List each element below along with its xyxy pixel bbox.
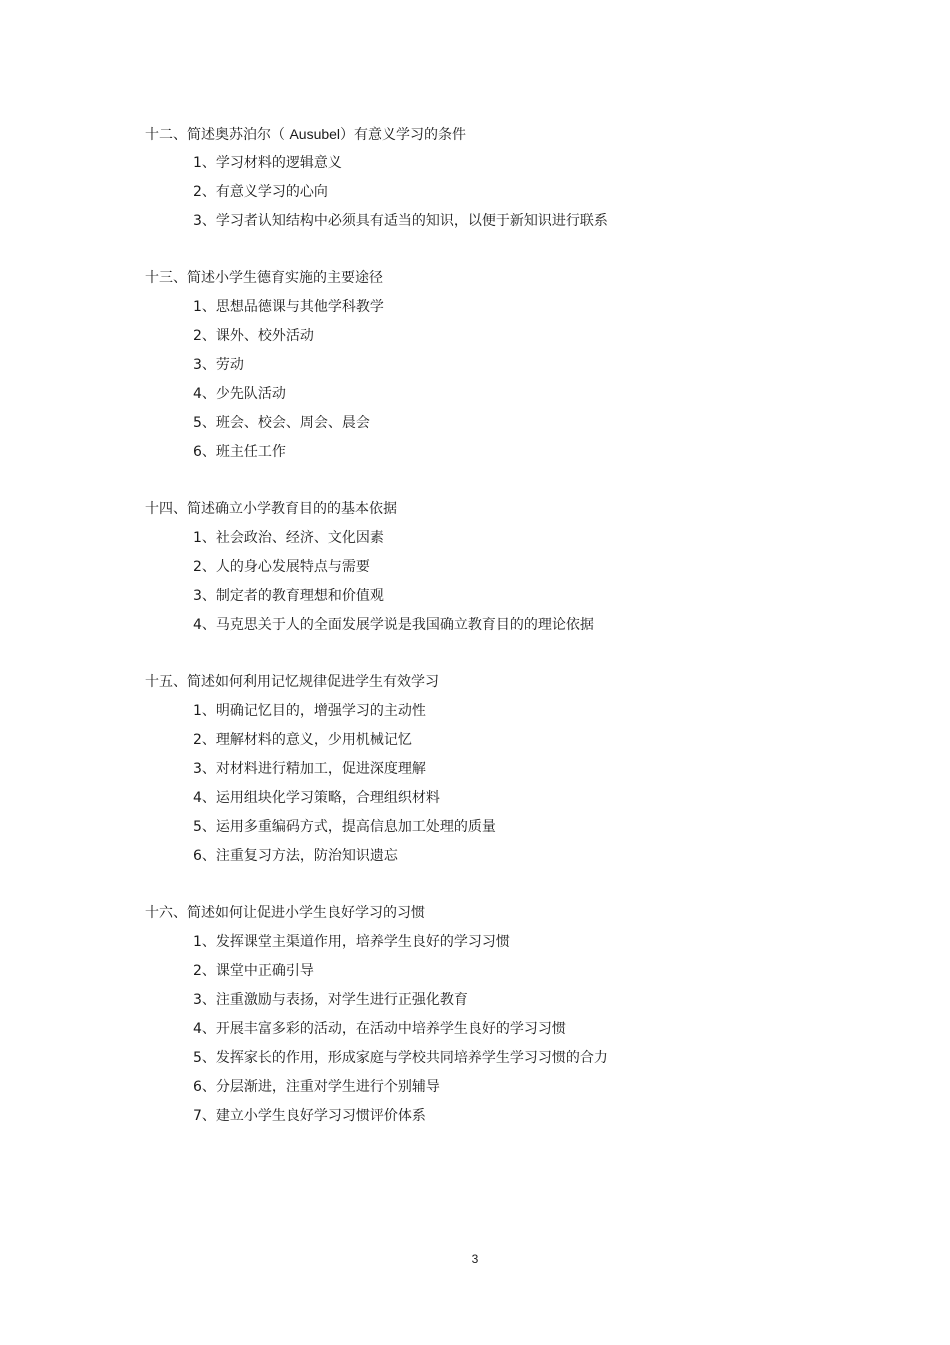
list-item: 5、发挥家长的作用，形成家庭与学校共同培养学生学习习惯的合力 <box>193 1050 608 1066</box>
section-13 <box>145 264 825 467</box>
list-item: 5、运用多重编码方式，提高信息加工处理的质量 <box>193 819 496 835</box>
list-item: 1、明确记忆目的，增强学习的主动性 <box>193 703 426 719</box>
list-item: 2、有意义学习的心向 <box>193 184 328 200</box>
list-item: 3、对材料进行精加工，促进深度理解 <box>193 761 426 777</box>
list-item: 4、马克思关于人的全面发展学说是我国确立教育目的的理论依据 <box>193 617 594 633</box>
list-item: 7、建立小学生良好学习习惯评价体系 <box>193 1108 426 1124</box>
section-heading <box>145 120 825 149</box>
list-item: 4、开展丰富多彩的活动，在活动中培养学生良好的学习习惯 <box>193 1021 566 1037</box>
page-number: 3 <box>471 1252 479 1266</box>
section-heading-text-end: ）有意义学习的条件 <box>340 127 467 143</box>
list-item: 5、班会、校会、周会、晨会 <box>193 415 370 431</box>
section-16 <box>145 899 825 1131</box>
section-heading: 十四、简述确立小学教育目的的基本依据 <box>145 501 397 517</box>
list-item: 2、课外、校外活动 <box>193 328 314 344</box>
list-item: 1、学习材料的逻辑意义 <box>193 155 342 171</box>
section-15 <box>145 668 825 871</box>
list-item: 3、注重激励与表扬，对学生进行正强化教育 <box>193 992 468 1008</box>
list-item: 1、发挥课堂主渠道作用，培养学生良好的学习习惯 <box>193 934 510 950</box>
list-item: 6、班主任工作 <box>193 444 286 460</box>
list-item: 4、少先队活动 <box>193 386 286 402</box>
list-item: 6、分层渐进，注重对学生进行个别辅导 <box>193 1079 440 1095</box>
section-heading: 十三、简述小学生德育实施的主要途径 <box>145 270 383 286</box>
list-item: 2、理解材料的意义，少用机械记忆 <box>193 732 412 748</box>
section-heading: 十六、简述如何让促进小学生良好学习的习惯 <box>145 905 425 921</box>
list-item: 1、思想品德课与其他学科教学 <box>193 299 384 315</box>
section-heading: 十五、简述如何利用记忆规律促进学生有效学习 <box>145 674 439 690</box>
list-item: 3、劳动 <box>193 357 244 373</box>
list-item: 6、注重复习方法，防治知识遗忘 <box>193 848 398 864</box>
list-item: 1、社会政治、经济、文化因素 <box>193 530 384 546</box>
section-14 <box>145 495 825 640</box>
section-12 <box>145 120 825 236</box>
section-heading-text: 十二、简述奥苏泊尔（ <box>145 127 290 143</box>
list-item: 3、制定者的教育理想和价值观 <box>193 588 384 604</box>
list-item: 3、学习者认知结构中必须具有适当的知识，以便于新知识进行联系 <box>193 213 608 229</box>
list-item: 2、人的身心发展特点与需要 <box>193 559 370 575</box>
list-item: 2、课堂中正确引导 <box>193 963 314 979</box>
list-item: 4、运用组块化学习策略，合理组织材料 <box>193 790 440 806</box>
document-content <box>145 120 825 1159</box>
section-heading-latin: Ausubel <box>289 126 341 142</box>
